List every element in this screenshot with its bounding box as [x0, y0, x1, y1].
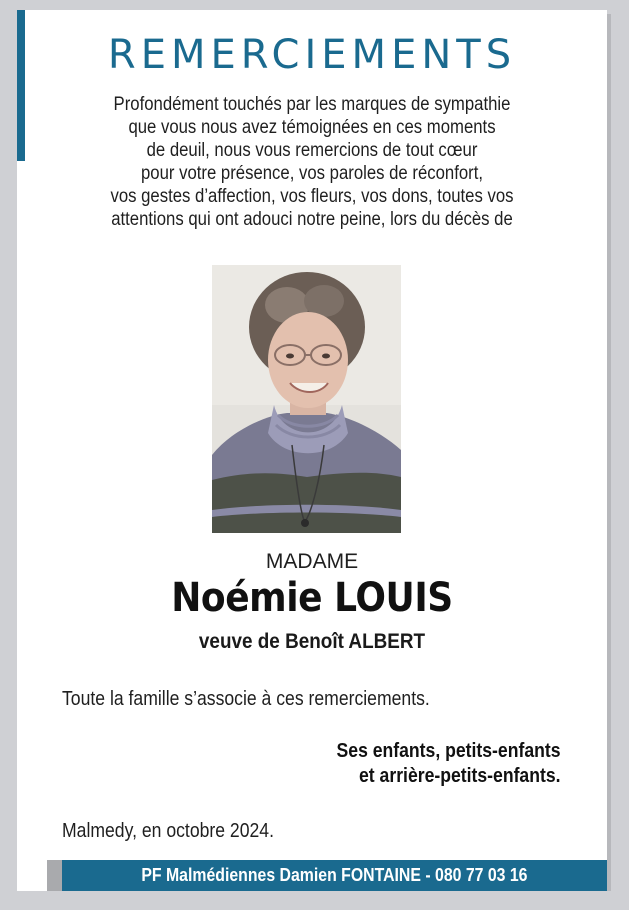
- widow-of: veuve de Benoît ALBERT: [198, 630, 426, 653]
- notice-title: REMERCIEMENTS: [107, 32, 517, 78]
- footer-text: PF Malmédiennes Damien FONTAINE - 080 77 03 16: [141, 865, 528, 885]
- signature-line: et arrière-petits-enfants.: [359, 765, 561, 787]
- intro-line: que vous nous avez témoignées en ces moments: [128, 117, 496, 138]
- place-date: Malmedy, en octobre 2024.: [62, 820, 274, 842]
- deceased-name: Noémie LOUIS: [171, 575, 453, 621]
- intro-line: vos gestes d’affection, vos fleurs, vos dons, toutes vos: [110, 186, 514, 207]
- footer-grey-block: [47, 860, 62, 891]
- intro-line: Profondément touchés par les marques de sympathie: [113, 94, 511, 115]
- intro-text: [70, 93, 554, 231]
- honorific: MADAME: [265, 550, 359, 573]
- card-shadow: [607, 14, 611, 891]
- intro-line: pour votre présence, vos paroles de réconfort,: [140, 163, 484, 184]
- funeral-home-footer: [62, 860, 607, 891]
- family-line: Toute la famille s’associe à ces remerciements.: [62, 688, 430, 710]
- signature-line: Ses enfants, petits-enfants: [337, 740, 561, 762]
- signature: [337, 739, 561, 789]
- intro-line: de deuil, nous vous remercions de tout cœur: [146, 140, 478, 161]
- portrait-photo: [212, 265, 401, 533]
- intro-line: attentions qui ont adouci notre peine, lors du décès de: [111, 209, 513, 230]
- obituary-notice: [17, 10, 607, 891]
